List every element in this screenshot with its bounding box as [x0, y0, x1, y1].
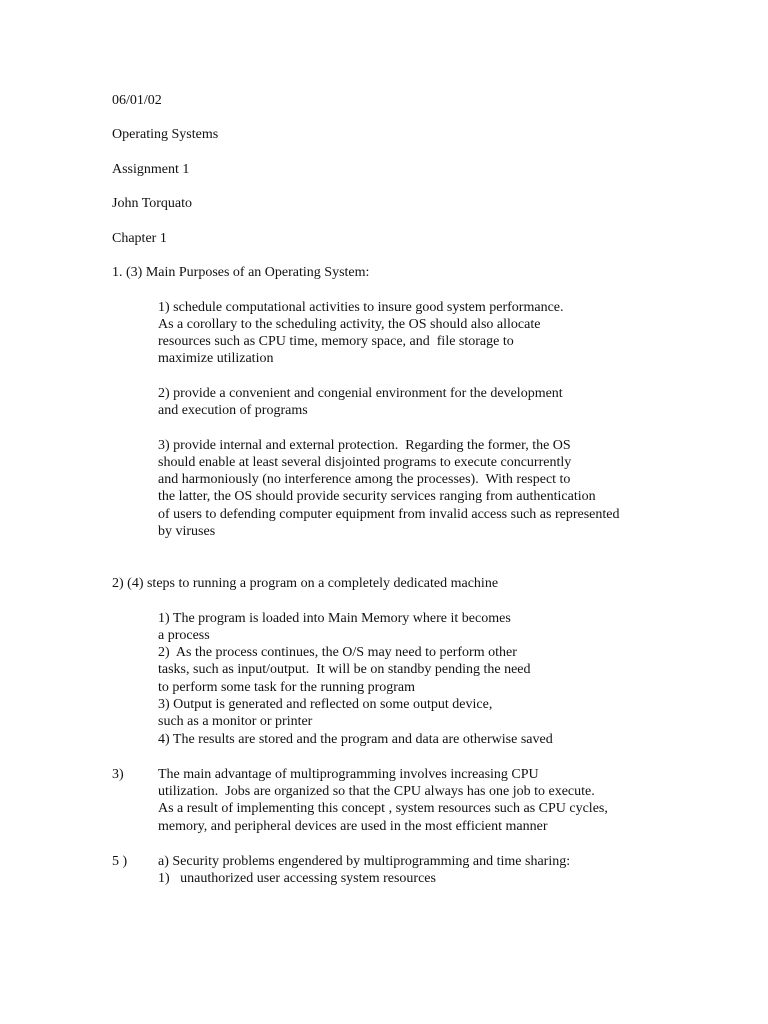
paragraph-line: and execution of programs	[158, 403, 308, 418]
paragraph-line: 4) The results are stored and the program and data are otherwise saved	[158, 732, 553, 747]
paragraph-line: 3) Output is generated and reflected on some output device,	[158, 697, 493, 712]
paragraph-line: 1) schedule computational activities to insure good system performance.	[158, 300, 564, 315]
course-title: Operating Systems	[112, 127, 219, 142]
paragraph-line: 1) unauthorized user accessing system resources	[158, 871, 436, 886]
question-2-heading: 2) (4) steps to running a program on a completely dedicated machine	[112, 576, 499, 591]
question-5-number: 5 )	[112, 854, 128, 869]
paragraph-line: and harmoniously (no interference among the processes). With respect to	[158, 472, 571, 487]
paragraph-line: The main advantage of multiprogramming involves increasing CPU	[158, 767, 539, 782]
paragraph-line: a process	[158, 628, 210, 643]
paragraph-line: tasks, such as input/output. It will be on standby pending the need	[158, 662, 531, 677]
paragraph-line: memory, and peripheral devices are used in the most efficient manner	[158, 819, 548, 834]
question-1-heading: 1. (3) Main Purposes of an Operating System:	[112, 265, 370, 280]
paragraph-line: should enable at least several disjointed programs to execute concurrently	[158, 455, 572, 470]
chapter-title: Chapter 1	[112, 231, 167, 246]
paragraph-line: 2) provide a convenient and congenial environment for the development	[158, 386, 563, 401]
question-3-number: 3)	[112, 767, 124, 782]
paragraph-line: 3) provide internal and external protection. Regarding the former, the OS	[158, 438, 571, 453]
paragraph-line: 2) As the process continues, the O/S may need to perform other	[158, 645, 517, 660]
paragraph-line: resources such as CPU time, memory space, and file storage to	[158, 334, 514, 349]
paragraph-line: to perform some task for the running program	[158, 680, 415, 695]
paragraph-line: As a corollary to the scheduling activity, the OS should also allocate	[158, 317, 541, 332]
paragraph-line: maximize utilization	[158, 351, 274, 366]
paragraph-line: a) Security problems engendered by multiprogramming and time sharing:	[158, 854, 571, 869]
paragraph-line: utilization. Jobs are organized so that the CPU always has one job to execute.	[158, 784, 595, 799]
paragraph-line: such as a monitor or printer	[158, 714, 313, 729]
document-date: 06/01/02	[112, 93, 162, 108]
paragraph-line: of users to defending computer equipment from invalid access such as represented	[158, 507, 620, 522]
paragraph-line: As a result of implementing this concept , system resources such as CPU cycles,	[158, 801, 608, 816]
author-name: John Torquato	[112, 196, 193, 211]
paragraph-line: by viruses	[158, 524, 216, 539]
paragraph-line: the latter, the OS should provide security services ranging from authentication	[158, 489, 596, 504]
paragraph-line: 1) The program is loaded into Main Memory where it becomes	[158, 611, 511, 626]
assignment-title: Assignment 1	[112, 162, 190, 177]
